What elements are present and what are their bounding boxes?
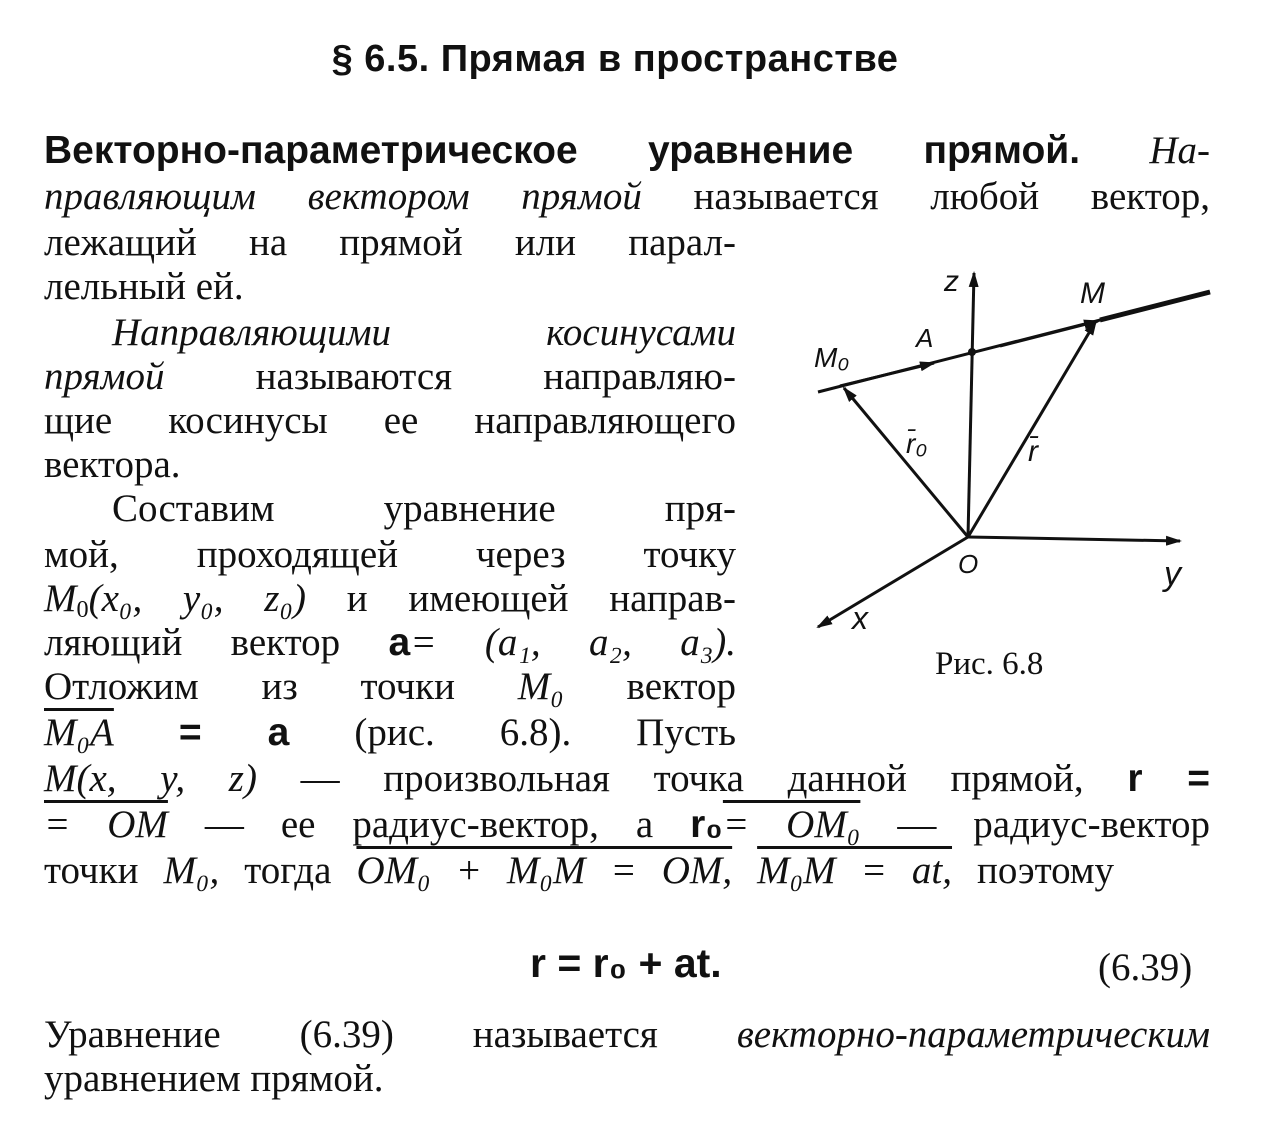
p3-line-8-text-b: — радиус-вектор: [897, 803, 1211, 846]
y-axis: [968, 537, 1180, 541]
p2-text: называются направляю-: [255, 355, 736, 398]
p3-line-8-text-a: — ее радиус-вектор, а: [204, 803, 654, 846]
point-m: M(x, y, z): [44, 757, 257, 800]
vector-r0: r₀: [690, 803, 723, 846]
p3-line-5: [44, 664, 736, 710]
p3-line-9: [44, 848, 1114, 894]
p2-line-4: вектора.: [44, 443, 181, 486]
p4-line-2: уравнением прямой.: [44, 1057, 384, 1100]
definition-text: называется любой вектор,: [693, 175, 1211, 218]
point-a-dot: [968, 348, 976, 356]
p4-italic-term: векторно-параметрическим: [736, 1013, 1211, 1056]
p1-line-2: [44, 174, 1210, 220]
p4-text: Уравнение (6.39) называется: [44, 1013, 658, 1056]
p2-line-1: Направляющими косинусами: [112, 311, 736, 354]
p3-line-5-text-a: Отложим из точки: [44, 665, 455, 708]
label-r0: r̄₀: [906, 428, 928, 459]
figure-caption: Рис. 6.8: [935, 646, 1044, 682]
vector-m0m-eq: M₀M = at,: [757, 849, 953, 892]
p3-line-5-text-b: вектор: [626, 665, 737, 708]
label-m0: M₀: [814, 342, 850, 373]
p3-line-1: Составим уравнение пря-: [112, 487, 736, 530]
vector-r0-arrow: [844, 388, 968, 537]
vector-m0a-arrow: [840, 363, 934, 386]
p3-line-2: мой, проходящей через точку: [44, 533, 736, 576]
p1-line-3: лежащий на прямой или парал-: [44, 221, 736, 264]
label-y: y: [1164, 555, 1181, 593]
term-bold: Векторно-параметрическое уравнение прямой.: [44, 129, 1081, 172]
vector-om0: = OM₀: [722, 803, 861, 846]
vector-r-eq: r =: [1127, 757, 1211, 800]
figure-ref: (рис. 6.8). Пусть: [354, 711, 736, 754]
p2-line-2: [44, 354, 736, 400]
point-m0: M: [44, 577, 77, 620]
p4-line-1: [44, 1012, 1210, 1058]
vector-om: = OM: [44, 803, 168, 846]
equation-number: (6.39): [1098, 946, 1193, 989]
vector-eq-a: = a: [178, 711, 290, 754]
p2-italic: прямой: [44, 355, 165, 398]
term-italic-start: На-: [1149, 129, 1211, 172]
p3-line-9-text-c: поэтому: [977, 849, 1115, 892]
p3-line-7: [44, 756, 1210, 802]
label-origin: O: [958, 549, 979, 579]
x-axis: [818, 537, 968, 627]
p3-line-8: [44, 802, 1210, 848]
p2-line-3: щие косинусы ее направляющего: [44, 399, 736, 442]
section-heading: § 6.5. Прямая в пространстве: [331, 38, 899, 80]
vector-a: a: [388, 621, 411, 664]
label-r: r̄: [1028, 435, 1038, 468]
point-m0-ref: M₀: [517, 665, 564, 708]
label-z: z: [944, 265, 959, 298]
figure-6-8: [800, 255, 1220, 645]
p1-line-1: [44, 128, 1210, 174]
p3-line-7-text: — произвольная точка данной прямой,: [300, 757, 1084, 800]
p3-line-3-text: и имеющей направ-: [346, 577, 737, 620]
p3-line-4: [44, 620, 736, 666]
vector-r-arrow: [968, 321, 1096, 537]
p1-line-4: лельный ей.: [44, 265, 244, 308]
p3-line-4-text: ляющий вектор: [44, 621, 341, 664]
p3-line-3: $M_0(x_0$, y₀, z₀) и имеющей направ-: [44, 577, 737, 624]
vector-a-coords: = (a₁, a₂, a₃).: [410, 621, 736, 664]
label-x: x: [852, 600, 868, 636]
equation-6-39: r = r₀ + at.: [530, 940, 722, 986]
point-m0-coords: (x₀, y₀, z₀): [88, 577, 306, 620]
p3-line-9-text-a: точки: [44, 849, 139, 892]
z-axis: [968, 273, 974, 537]
vector-sum-eq: OM₀ + M₀M = OM,: [356, 849, 733, 892]
p3-line-6: [44, 710, 736, 756]
line-thick-end: [1100, 292, 1210, 320]
vector-m0a: M₀A: [44, 711, 114, 754]
definition-italic: правляющим вектором прямой: [44, 175, 642, 218]
p3-line-9-text-b: тогда: [244, 849, 332, 892]
label-m: M: [1080, 277, 1105, 310]
point-m0-ref-2: M₀,: [163, 849, 220, 892]
label-a: A: [916, 323, 934, 353]
